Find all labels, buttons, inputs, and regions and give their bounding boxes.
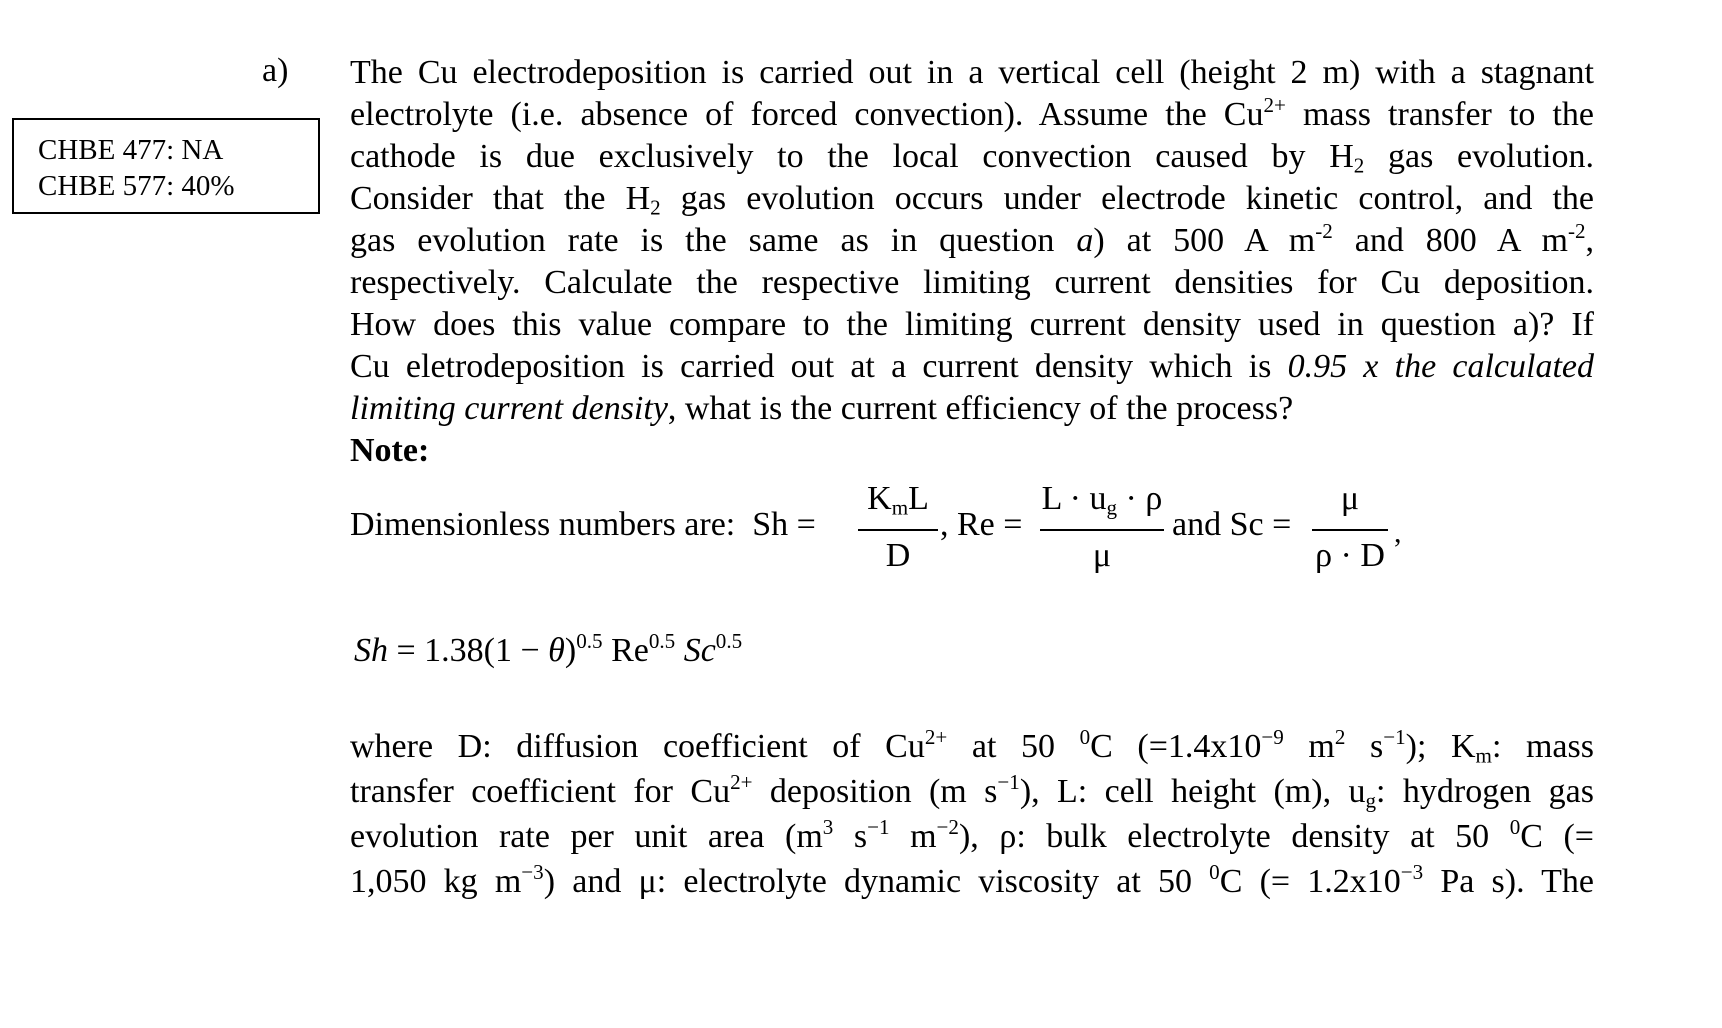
grading-chbe577: CHBE 577: 40% bbox=[38, 170, 235, 202]
paragraph-line-7: How does this value compare to the limiting current density used in question a)? If bbox=[350, 306, 1594, 343]
sc-numerator: μ bbox=[1340, 480, 1360, 517]
sh-numerator: $K_mL$ bbox=[867, 480, 929, 520]
paragraph-line-3: cathode is due exclusively to the local convection caused by $H_2$ gas evolution. bbox=[350, 138, 1594, 178]
sc-fraction-bar bbox=[1312, 529, 1388, 531]
re-fraction-bar bbox=[1040, 529, 1164, 531]
sh-fraction-bar bbox=[858, 529, 938, 531]
paragraph-line-6: respectively. Calculate the respective limiting current densities for Cu deposition. bbox=[350, 264, 1594, 301]
re-label: , Re = bbox=[940, 506, 1023, 543]
paragraph-line-5: gas evolution rate is the same as in question a) at 500 A $m^{-2}$ and 800 A $m^{-2}$, bbox=[350, 218, 1595, 259]
sherwood-correlation: $Sh = 1.38(1 - \theta)^{0.5}$ $Re^{0.5}$ $Sc^{0.5}$ bbox=[354, 628, 743, 669]
grading-chbe477: CHBE 477: NA bbox=[38, 134, 224, 166]
sh-denominator: D bbox=[885, 537, 911, 574]
sc-comma: , bbox=[1394, 516, 1402, 549]
definitions-line-2: transfer coefficient for $Cu^{2+}$ deposition (m $s^{-1}$), L: cell height (m), $u_g$: hydrogen gas bbox=[350, 769, 1595, 813]
re-denominator: μ bbox=[1092, 537, 1112, 574]
and-sc-label: and Sc = bbox=[1172, 506, 1292, 543]
paragraph-line-1: The Cu electrodeposition is carried out in a vertical cell (height 2 m) with a stagnant bbox=[350, 54, 1594, 91]
sc-denominator: ρ · D bbox=[1315, 537, 1385, 574]
definitions-line-1: where D: diffusion coefficient of $Cu^{2+}$ at 50 $^0$C ($=1.4x10^{-9}$ $m^2$ $s^{-1}$); $K_m$: mass bbox=[350, 724, 1594, 768]
paragraph-line-8: Cu eletrodeposition is carried out at a current density which is 0.95 x the calculated bbox=[350, 348, 1594, 385]
definitions-line-4: 1,050 kg $m^{-3}$) and μ: electrolyte dynamic viscosity at 50 $^0$C (= $1.2x10^{-3}$ Pa s). The bbox=[350, 859, 1594, 900]
definitions-line-3: evolution rate per unit area ($m^3$ $s^{-1}$ $m^{-2}$), ρ: bulk electrolyte density at 50 $^0$C (= bbox=[350, 814, 1594, 855]
note-label: Note: bbox=[350, 432, 430, 469]
grading-box bbox=[12, 118, 320, 214]
dimensionless-intro: Dimensionless numbers are: Sh = bbox=[350, 506, 816, 543]
paragraph-line-9: limiting current density, what is the current efficiency of the process? bbox=[350, 390, 1294, 427]
paragraph-line-4: Consider that the $H_2$ gas evolution occurs under electrode kinetic control, and the bbox=[350, 180, 1594, 220]
re-numerator: $L \cdot u_g \cdot \rho$ bbox=[1041, 480, 1163, 520]
question-label: a) bbox=[262, 52, 289, 89]
paragraph-line-2: electrolyte (i.e. absence of forced convection). Assume the $Cu^{2+}$ mass transfer to the bbox=[350, 92, 1594, 133]
